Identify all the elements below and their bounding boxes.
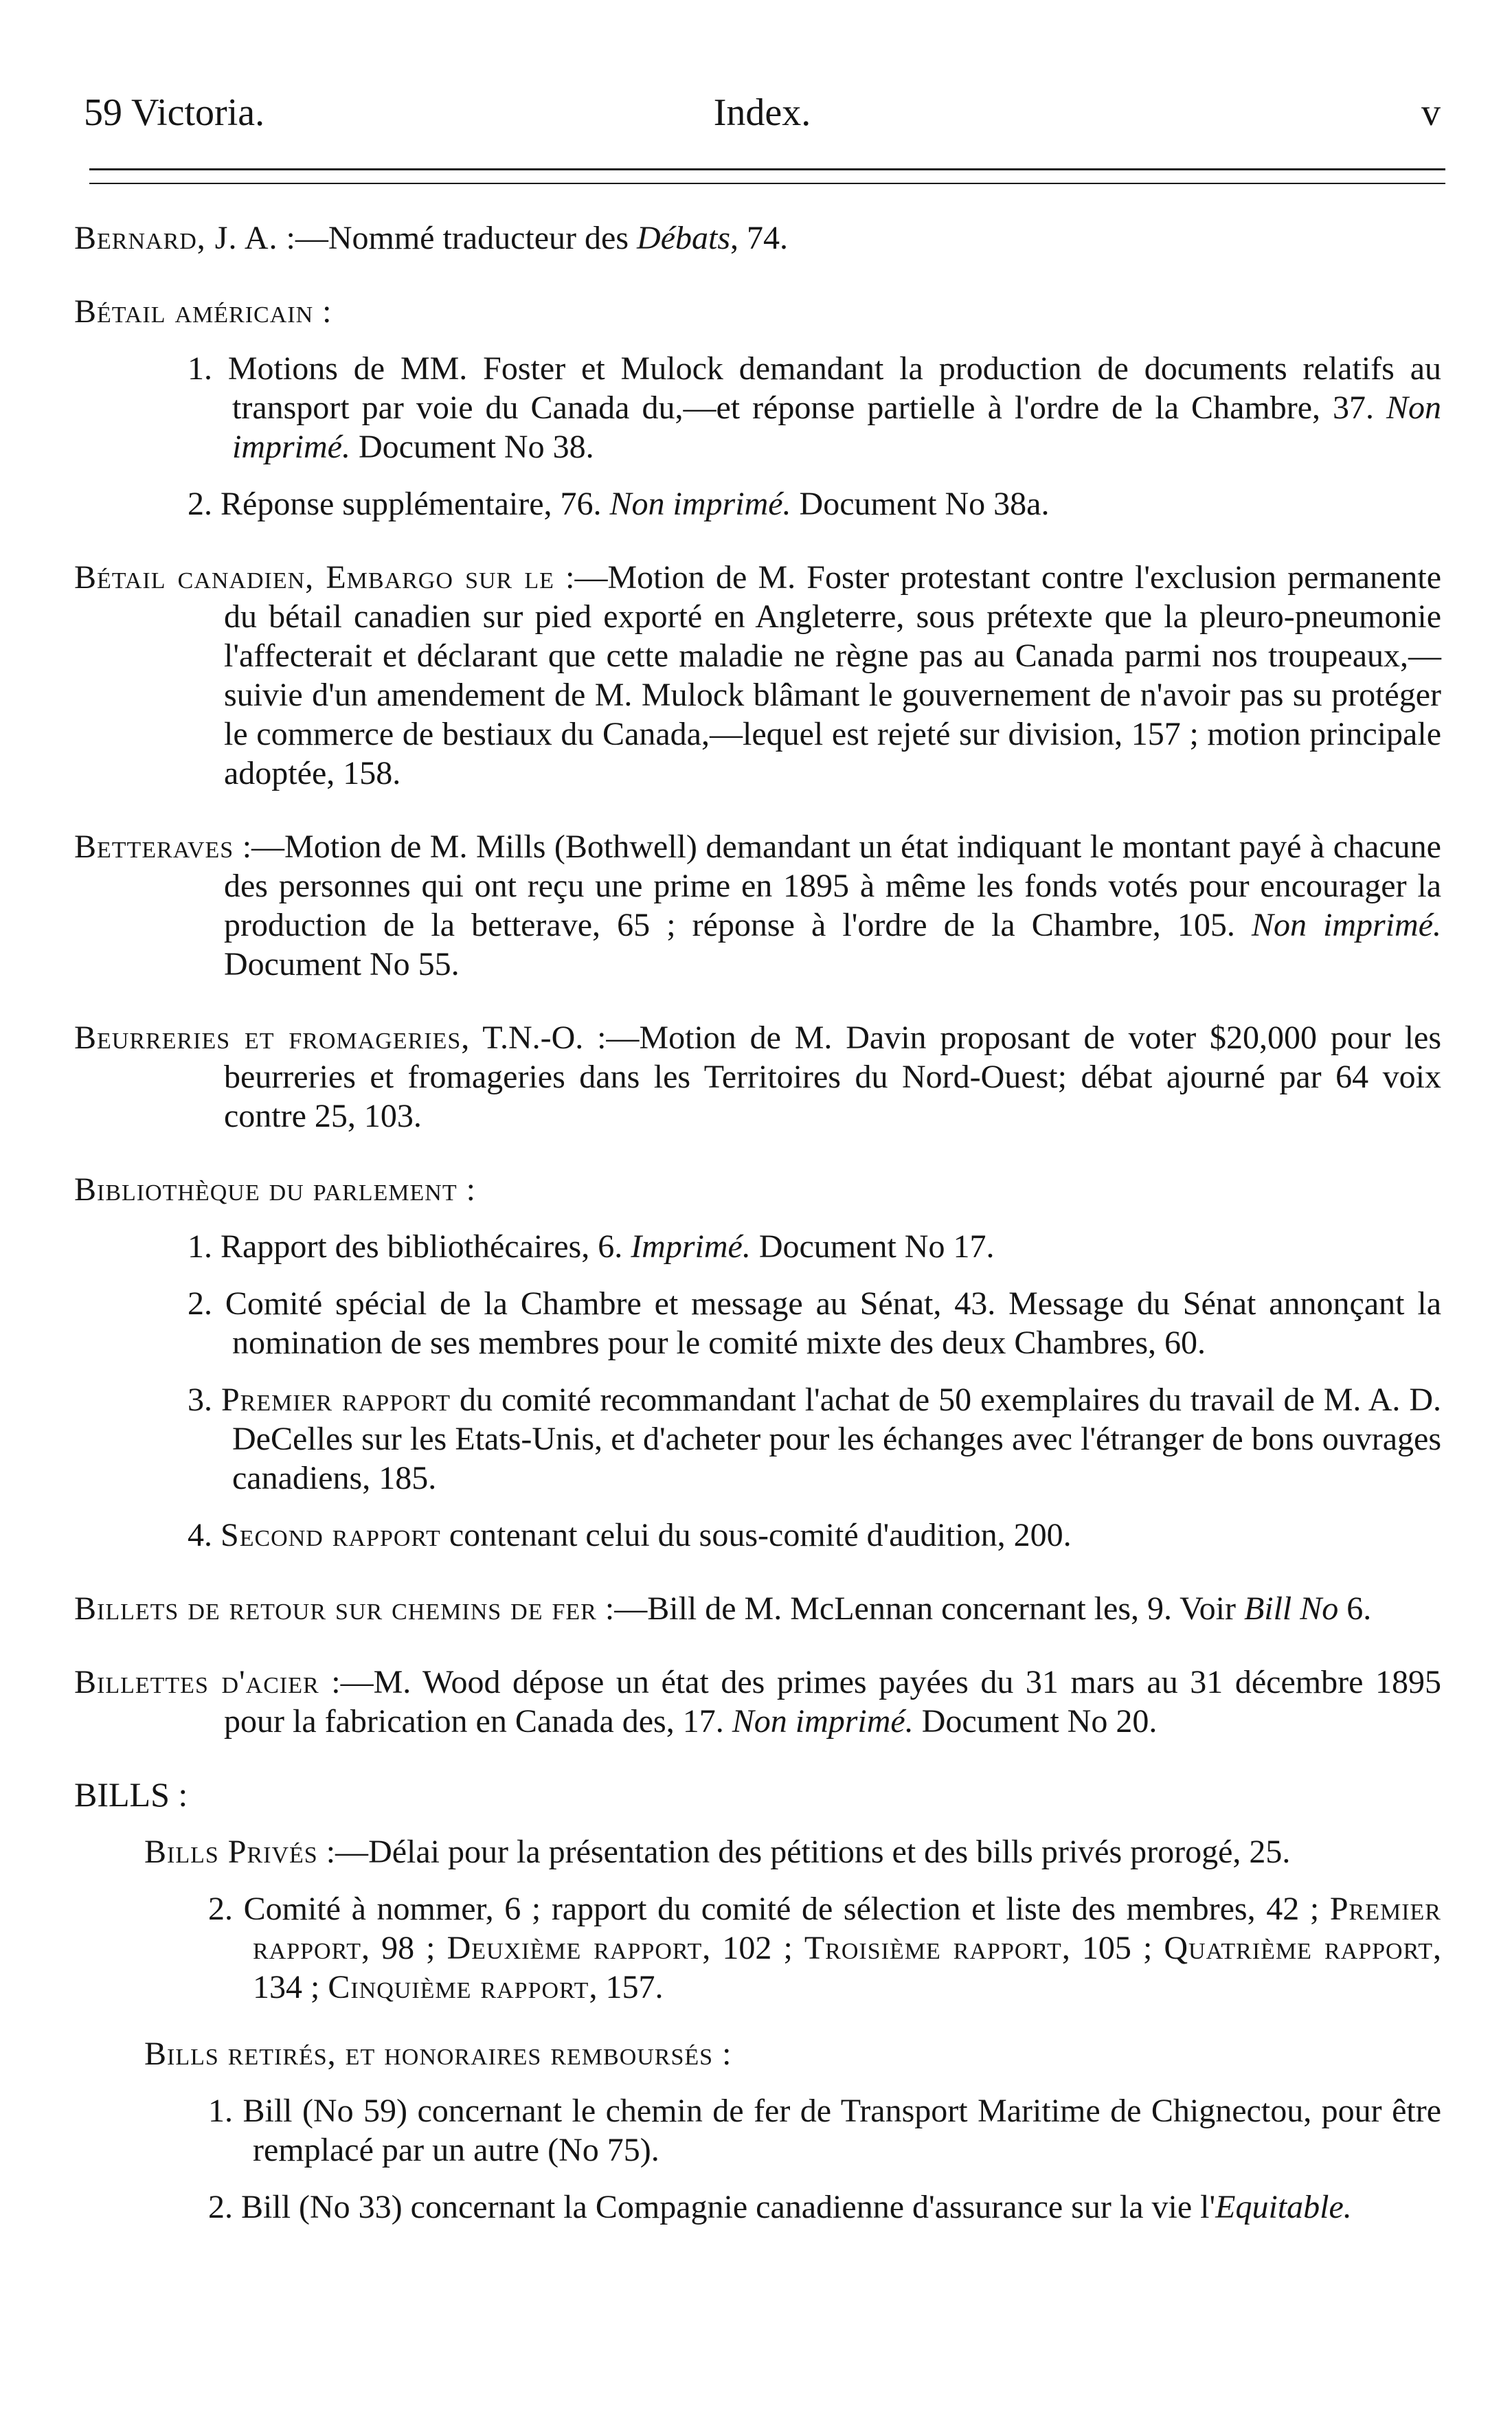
- list-item: [74, 2187, 1441, 2227]
- item-italic: Imprimé.: [631, 1228, 751, 1265]
- item-number: 2.: [188, 486, 212, 522]
- entry-text: Bill de M. McLennan concernant les, 9. Voir: [647, 1590, 1244, 1627]
- item-number: 3.: [188, 1382, 212, 1418]
- entry-term: Billets de retour sur chemins de fer: [74, 1590, 597, 1627]
- list-item: [74, 484, 1441, 524]
- entry-separator: :—: [317, 1834, 369, 1870]
- entry-text: Motion de M. Foster protestant contre l'exclusion permanente du bétail canadien sur pied exporté en Angleterre, sous prétexte que la pleuro-pneumonie l'affecterait et déclarant que cette maladie ne règne pas au Canada parmi nos troupeaux,—suivie d'un amendement de M. Mulock blâmant le gouvernement de n'avoir pas su protéger le commerce de bestiaux du Canada,—lequel est rejeté sur division, 157 ; motion principale adoptée, 158.: [224, 559, 1441, 791]
- item-tail: Document No 17.: [750, 1228, 995, 1265]
- item-text: Réponse supplémentaire, 76.: [221, 486, 610, 522]
- item-italic: Equitable.: [1215, 2189, 1352, 2225]
- item-number: 2.: [188, 1285, 212, 1322]
- item-text: Rapport des bibliothécaires, 6.: [221, 1228, 631, 1265]
- item-text: , 157.: [589, 1969, 664, 2005]
- entry-separator: :—: [278, 220, 328, 256]
- header-rule-thick: [89, 168, 1445, 170]
- item-italic: Non imprimé.: [232, 390, 1441, 465]
- item-text: Comité spécial de la Chambre et message au Sénat, 43. Message du Sénat annonçant la nomination de ses membres pour le comité mixte des deux Chambres, 60.: [225, 1285, 1441, 1361]
- item-text: , 102 ;: [702, 1930, 804, 1966]
- entry-italic: Non imprimé.: [732, 1703, 914, 1740]
- item-italic: Non imprimé.: [609, 486, 791, 522]
- entry-bills-prives: [74, 1832, 1441, 1871]
- index-content: [74, 218, 1441, 2244]
- list-item: [74, 2091, 1441, 2170]
- entry-billettes: [74, 1663, 1441, 1741]
- item-number: 1.: [208, 2093, 233, 2129]
- item-smallcaps: Troisième rapport: [804, 1930, 1062, 1966]
- item-smallcaps: Cinquième rapport: [328, 1969, 589, 2005]
- item-text: Bill (No 33) concernant la Compagnie canadienne d'assurance sur la vie l': [241, 2189, 1216, 2225]
- header-rule-thin: [89, 183, 1445, 184]
- entry-beurreries: [74, 1018, 1441, 1136]
- entry-term: Betteraves: [74, 829, 234, 865]
- page-number: v: [1421, 91, 1441, 134]
- entry-tail: Document No 55.: [224, 946, 460, 982]
- item-number: 2.: [208, 1891, 233, 1927]
- list-item: [74, 1889, 1441, 2007]
- entry-text: Nommé traducteur des: [328, 220, 637, 256]
- list-item: [74, 349, 1441, 466]
- entry-betteraves: [74, 827, 1441, 984]
- entry-italic: Non imprimé.: [1251, 907, 1442, 943]
- entry-billets: [74, 1589, 1441, 1628]
- list-item: [74, 1380, 1441, 1498]
- entry-tail: Document No 20.: [913, 1703, 1158, 1740]
- entry-italic: Bill No: [1243, 1590, 1339, 1627]
- list-item: [74, 1284, 1441, 1362]
- item-smallcaps: Second rapport: [221, 1517, 441, 1553]
- page-header: [84, 85, 1441, 140]
- item-text: Comité à nommer, 6 ; rapport du comité de sélection et liste des membres, 42 ;: [243, 1891, 1330, 1927]
- item-number: 1.: [188, 350, 212, 387]
- item-number: 1.: [188, 1228, 212, 1265]
- item-text: contenant celui du sous-comité d'audition, 200.: [440, 1517, 1072, 1553]
- item-text: Motions de MM. Foster et Mulock demandant la production de documents relatifs au transport par voie du Canada du,—et réponse partielle à l'ordre de la Chambre, 37.: [227, 350, 1441, 426]
- entry-separator: :—: [319, 1664, 374, 1700]
- session-label: 59 Victoria.: [84, 91, 265, 134]
- entry-term: Bernard, J. A.: [74, 220, 278, 256]
- list-item: [74, 1516, 1441, 1555]
- item-text: du comité recommandant l'achat de 50 exemplaires du travail de M. A. D. DeCelles sur les Etats-Unis, et d'acheter pour les échanges avec l'étranger de bons ouvrages canadiens, 185.: [232, 1382, 1442, 1496]
- section-title: Index.: [713, 91, 811, 134]
- item-text: , 98 ;: [361, 1930, 447, 1966]
- heading-bills-retires: Bills retirés, et honoraires remboursés :: [144, 2036, 732, 2072]
- entry-term: Billettes d'acier: [74, 1664, 319, 1700]
- heading-bills: BILLS :: [74, 1775, 188, 1814]
- entry-separator: :—: [554, 559, 608, 596]
- item-text: , 105 ;: [1061, 1930, 1164, 1966]
- heading-betail-americain: Bétail américain :: [74, 293, 332, 330]
- entry-tail: , 74.: [730, 220, 789, 256]
- entry-bernard: [74, 218, 1441, 258]
- item-tail: Document No 38a.: [791, 486, 1050, 522]
- item-smallcaps: Premier rapport: [253, 1891, 1441, 1966]
- item-text: , 134 ;: [253, 1930, 1442, 2005]
- item-smallcaps: Premier rapport: [221, 1382, 451, 1418]
- item-number: 4.: [188, 1517, 212, 1553]
- entry-text: Délai pour la présentation des pétitions et des bills privés prorogé, 25.: [368, 1834, 1291, 1870]
- item-smallcaps: Deuxième rapport: [447, 1930, 703, 1966]
- entry-text: Motion de M. Mills (Bothwell) demandant un état indiquant le montant payé à chacune des personnes qui ont reçu une prime en 1895 à même les fonds votés pour encourager la production de la betterave, 65 ; réponse à l'ordre de la Chambre, 105.: [224, 829, 1441, 943]
- item-tail: Document No 38.: [350, 429, 594, 465]
- entry-separator: :—: [596, 1590, 648, 1627]
- item-text: Bill (No 59) concernant le chemin de fer de Transport Maritime de Chignectou, pour être remplacé par un autre (No 75).: [242, 2093, 1442, 2168]
- entry-term: Bétail canadien, Embargo sur le: [74, 559, 554, 596]
- entry-text: Motion de M. Davin proposant de voter $20,000 pour les beurreries et fromageries dans les Territoires du Nord-Ouest; débat ajourné par 64 voix contre 25, 103.: [224, 1020, 1441, 1134]
- entry-tail: 6.: [1338, 1590, 1372, 1627]
- entry-separator: , T.N.-O. :—: [461, 1020, 640, 1056]
- entry-term: Bills Privés: [144, 1834, 318, 1870]
- entry-italic: Débats: [637, 220, 731, 256]
- item-smallcaps: Quatrième rapport: [1164, 1930, 1434, 1966]
- list-item: [74, 1227, 1441, 1266]
- entry-text: M. Wood dépose un état des primes payées du 31 mars au 31 décembre 1895 pour la fabrication en Canada des, 17.: [224, 1664, 1441, 1740]
- entry-separator: :—: [234, 829, 285, 865]
- heading-bibliotheque: Bibliothèque du parlement :: [74, 1171, 476, 1208]
- entry-term: Beurreries et fromageries: [74, 1020, 462, 1056]
- entry-betail-canadien: [74, 558, 1441, 793]
- item-number: 2.: [208, 2189, 233, 2225]
